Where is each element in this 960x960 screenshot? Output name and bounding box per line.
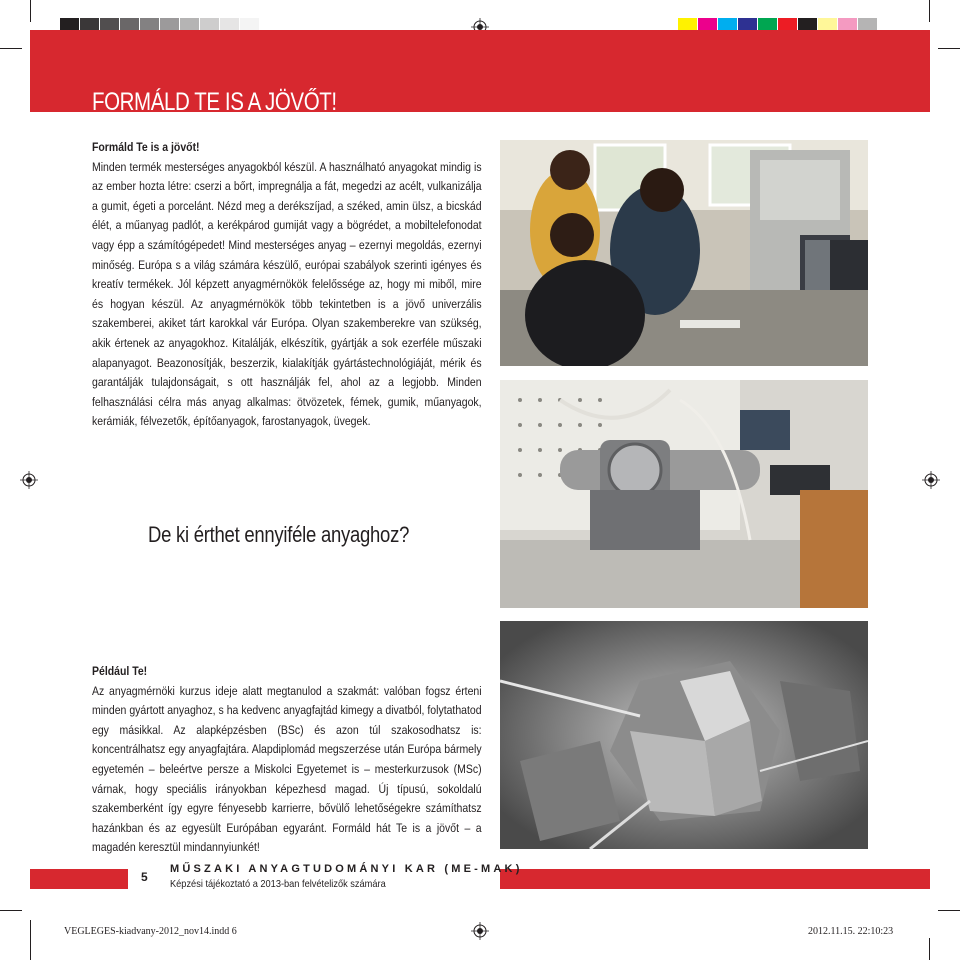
students-lab-photo [500, 140, 868, 366]
example-section [92, 662, 482, 858]
footer-subtitle: Képzési tájékoztató a 2013-ban felvételizők számára [170, 878, 386, 890]
slug-timestamp: 2012.11.15. 22:10:23 [808, 926, 894, 937]
footer-bar [500, 869, 930, 889]
crop-mark [30, 0, 31, 22]
page-number: 5 [141, 870, 148, 884]
footer-bar [30, 869, 128, 889]
section-subheading: De ki érthet ennyiféle anyaghoz? [148, 522, 410, 547]
slug-divider [30, 920, 31, 942]
crop-mark [929, 0, 930, 22]
registration-mark-icon [471, 922, 489, 940]
crop-mark [0, 910, 22, 911]
intro-section [92, 138, 482, 432]
crop-mark [938, 910, 960, 911]
faculty-name: MŰSZAKI ANYAGTUDOMÁNYI KAR (ME-MAK) [170, 863, 523, 875]
crystal-micrograph-photo [500, 621, 868, 849]
registration-mark-icon [20, 471, 38, 489]
intro-heading: Formáld Te is a jövőt! [92, 140, 200, 154]
crop-mark [929, 938, 930, 960]
crop-mark [938, 48, 960, 49]
registration-mark-icon [922, 471, 940, 489]
page-title: FORMÁLD TE IS A JÖVŐT! [92, 88, 337, 116]
crop-mark [0, 48, 22, 49]
slug-filename: VEGLEGES-kiadvany-2012_nov14.indd 6 [64, 926, 237, 937]
lab-equipment-photo [500, 380, 868, 608]
example-body: Az anyagmérnöki kurzus ideje alatt megtanulod a szakmát: valóban fogsz érteni minden gyártott anyaghoz, s ha kedvenc anyagfajtád kimegy a divatból, folytathatod egy másikkal. Az alapképzésben (BSc) és azon túl szakosodhatsz is: koncentrálhatsz egy anyagfajtára. Alapdiplomád megszerzése után Európa bármely egyetemén – beleértve persze a Miskolci Egyetemet is – mesterkurzusok (MSc) várnak, hogy speciális irányokban képezhesd magad. Új típusú, sokoldalú szakemberként így egyre fényesebb karrierre, bővülő lehetőségekre számíthatsz hazánkban és az egyesült Európában egyaránt. Formáld hát Te is a jövőt – a magadén keresztül mindannyiunkét! [92, 683, 482, 855]
example-heading: Például Te! [92, 664, 148, 678]
intro-body: Minden termék mesterséges anyagokból készül. A használható anyagokat mindig is az ember hozta létre: cserzi a bőrt, impregnálja a fát, megedzi az acélt, vulkanizálja a gumit, égeti a porcelánt. Nézd meg a derékszíjad, a széked, amin ülsz, a bicskád élét, a műanyag padlót, a kerékpárod gumiját vagy a bögrédet, a mobiltelefonodat vagy épp a számítógépedet! Mind mesterséges anyag – ezernyi megoldás, ezernyi minőség. Európa s a világ számára készülő, európai szabályok szerinti igényes és kreatív termékek. Jól képzett anyagmérnökök felelőssége az, hogy mi miből, mire és hogyan készül. Az anyagmérnökök több tekintetben is a jövő univerzális szakemberei, akiket tárt karokkal vár Európa. Olyan szakemberekre van szükség, akik értenek az anyagokhoz. Kitalálják, elkészítik, gyártják a sok ezerféle műszaki alapanyagot. Beazonosítják, beszerzik, kialakítják gyártástechnológiáját, mérik és garantálják tulajdonságait, s ott használják fel, ahol az a legjobb. Minden felhasználási célra más anyag alkalmas: ötvözetek, fémek, gumik, műanyagok, kerámiák, félvezetők, építőanyagok, farostanyagok, üvegek. [92, 159, 482, 429]
